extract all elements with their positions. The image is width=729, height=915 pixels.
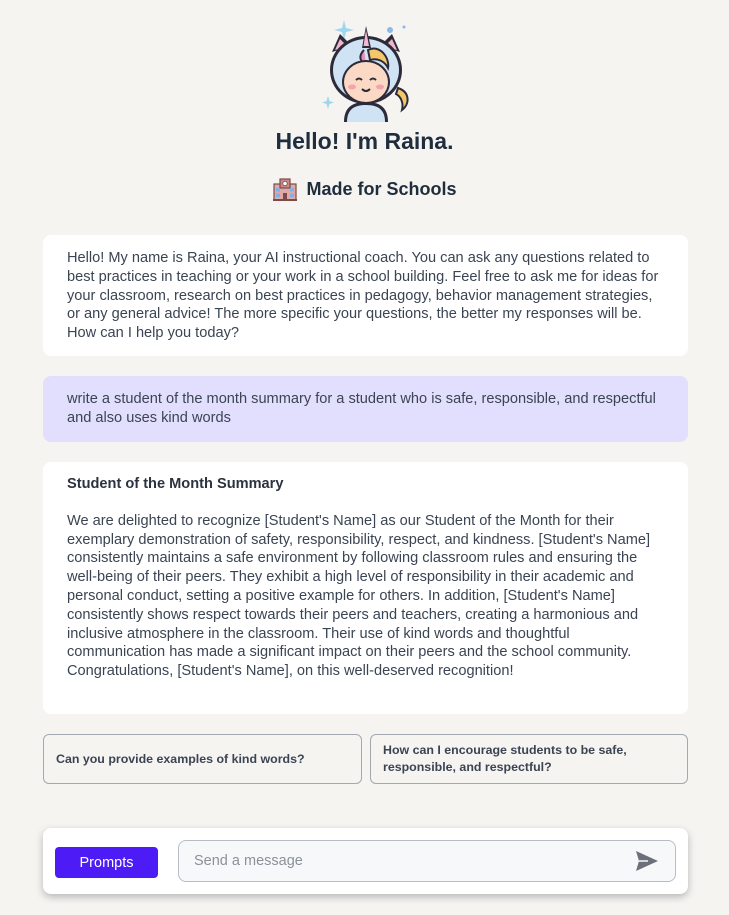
- assistant-message-intro: Hello! My name is Raina, your AI instructional coach. You can ask any questions related to best practices in teaching or your work in a school building. Feel free to ask me for ideas for your classroom, research on best practices in pedagogy, behavior management strategies, or any general advice! The more specific your questions, the better my responses will be. How can I help you today?: [43, 235, 688, 356]
- unicorn-girl-avatar-icon: [318, 18, 414, 124]
- suggestion-button[interactable]: How can I encourage students to be safe, responsible, and respectful?: [370, 734, 688, 784]
- subtitle-row: [0, 176, 729, 202]
- assistant-message-reply: [43, 462, 688, 714]
- user-message: write a student of the month summary for a student who is safe, responsible, and respectful and also uses kind words: [43, 376, 688, 442]
- page-subtitle: Made for Schools: [306, 178, 457, 199]
- suggestion-button[interactable]: Can you provide examples of kind words?: [43, 734, 362, 784]
- reply-body: We are delighted to recognize [Student's Name] as our Student of the Month for their exemplary demonstration of safety, responsibility, respect, and kindness. [Student's Name] consistently maintains a safe environment by following classroom rules and ensuring the well-being of their peers. They exhibit a high level of responsibility in their academic and personal conduct, setting a positive example for others. In addition, [Student's Name] consistently shows respect towards their peers and teachers, creating a harmonious and inclusive atmosphere in the classroom. Their use of kind words and thoughtful communication has made a significant impact on their peers and the school community. Congratulations, [Student's Name], on this well-deserved recognition!: [67, 512, 651, 680]
- reply-heading: Student of the Month Summary: [67, 476, 284, 492]
- message-composer: [43, 828, 688, 894]
- message-input[interactable]: [178, 840, 676, 882]
- prompts-button[interactable]: Prompts: [55, 847, 158, 878]
- page-title: Hello! I'm Raina.: [275, 128, 454, 154]
- send-icon[interactable]: [635, 850, 659, 872]
- school-building-icon: [272, 176, 298, 202]
